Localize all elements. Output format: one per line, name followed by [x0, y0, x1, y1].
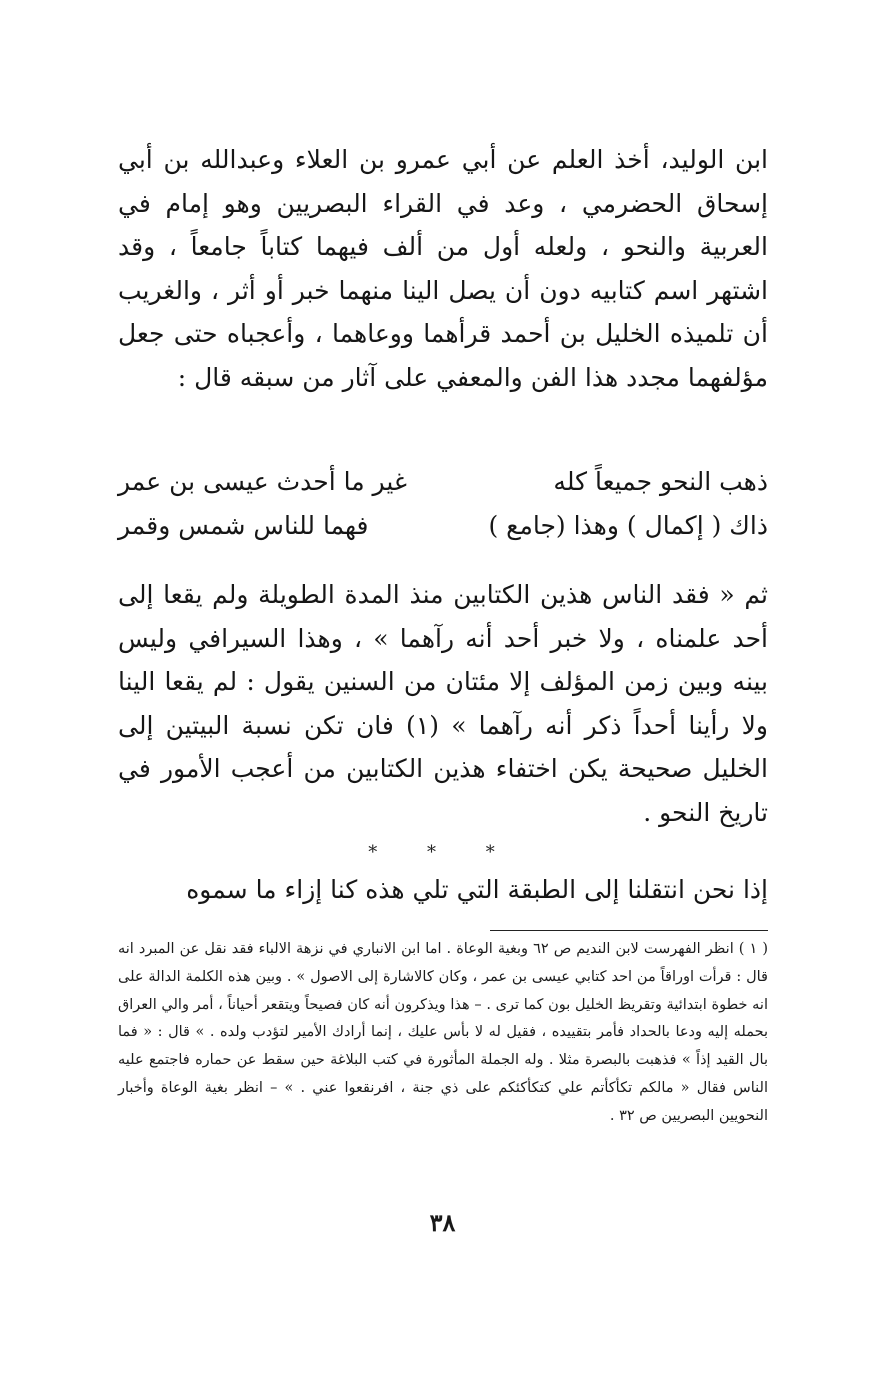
section-separator: * * *	[368, 842, 517, 863]
verse-hemistich-second: غير ما أحدث عيسى بن عمر	[118, 467, 407, 496]
verse-line-1	[118, 460, 768, 504]
footnote-text: ( ١ ) انظر الفهرست لابن النديم ص ٦٢ وبغية الوعاة . اما ابن الانباري في نزهة الالباء فقد نقل عن المبرد انه قال : قرأت اوراقاً من احد كتابي عيسى بن عمر ، وكان كالاشارة إلى الاصول » . وبين هذه الكلمة الدالة على انه خطوة ابتدائية وتقريظ الخليل بون كما ترى . – هذا ويذكرون أنه كان فصيحاً ويتقعر أحياناً ، أمر والي العراق بحمله إليه ودعا بالحداد فأمر بتقييده ، فقيل له لا بأس عليك ، إنما أرادك الأمير لتؤدب ولده . » قال : « فما بال القيد إذاً » فذهبت بالبصرة مثلا . وله الجملة المأثورة في كتب البلاغة حين سقط عن حماره فاجتمع عليه الناس فقال « مالكم تكأكأتم علي كتكأكئكم على ذي جنة ، افرنقعوا عني . » – انظر بغية الوعاة وأخبار النحويين البصريين ص ٣٢ .	[118, 941, 768, 1124]
paragraph-text: ابن الوليد، أخذ العلم عن أبي عمرو بن العلاء وعبدالله بن أبي إسحاق الحضرمي ، وعد في القراء البصريين وهو إمام في العربية والنحو ، ولعله أول من ألف فيهما كتاباً جامعاً ، وقد اشتهر اسم كتابيه دون أن يصل الينا منهما خبر أو أثر ، والغريب أن تلميذه الخليل بن أحمد قرأهما ووعاهما ، وأعجباه حتى جعل مؤلفهما مجدد هذا الفن والمعفي على آثار من سبقه قال :	[118, 145, 768, 392]
page-number: ٣٨	[429, 1208, 456, 1237]
footnote	[118, 936, 768, 1131]
paragraph-text: إذا نحن انتقلنا إلى الطبقة التي تلي هذه كنا إزاء ما سموه	[186, 875, 768, 904]
footnote-divider	[490, 930, 768, 931]
main-paragraph-1	[118, 138, 768, 399]
main-paragraph-2	[118, 548, 768, 859]
verse-hemistich-first: ذهب النحو جميعاً كله	[553, 467, 768, 496]
main-paragraph-3	[118, 868, 768, 912]
paragraph-text: ثم « فقد الناس هذين الكتابين منذ المدة الطويلة ولم يقعا إلى أحد علمناه ، ولا خبر أحد أنه رآهما » ، وهذا السيرافي وليس بينه وبين زمن المؤلف إلا مئتان من السنين يقول : لم يقعا الينا ولا رأينا أحداً ذكر أنه رآهما » (١) فان تكن نسبة البيتين إلى الخليل صحيحة يكن اختفاء هذين الكتابين من أعجب الأمور في تاريخ النحو .	[118, 580, 768, 827]
poem-verses	[118, 460, 768, 547]
verse-hemistich-second: فهما للناس شمس وقمر	[118, 510, 369, 540]
verse-hemistich-first: ذاك ( إكمال ) وهذا (جامع )	[488, 510, 768, 540]
verse-line-2	[118, 504, 768, 548]
